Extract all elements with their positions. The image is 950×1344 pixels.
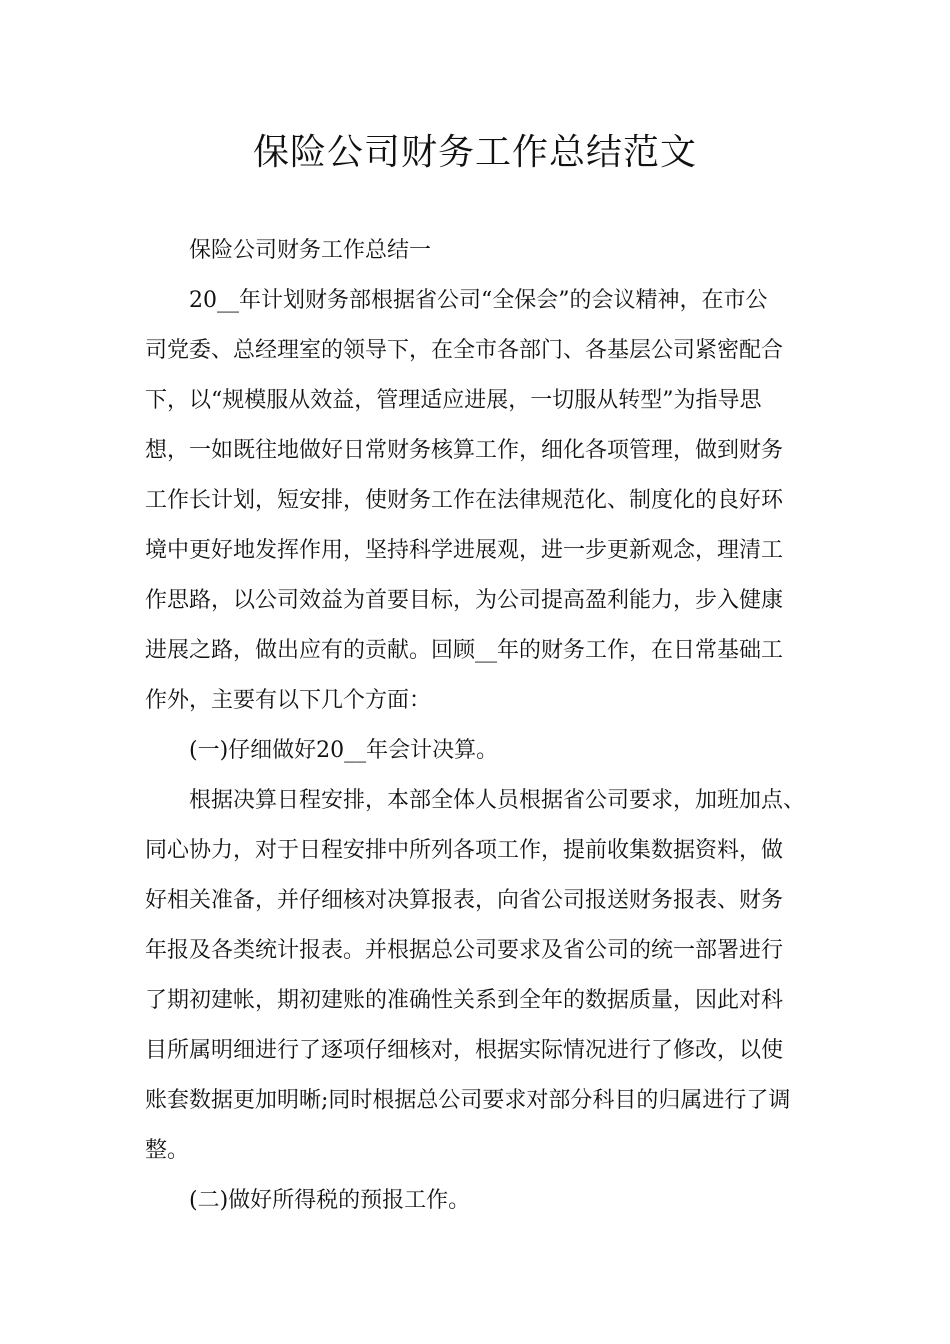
- text-line: 整。: [145, 1138, 190, 1163]
- text-line: 年报及各类统计报表。并根据总公司要求及省公司的统一部署进行: [145, 938, 784, 963]
- text-line: 境中更好地发挥作用，坚持科学进展观，进一步更新观念，理清工: [145, 538, 784, 563]
- text-line: (二)做好所得税的预报工作。: [189, 1188, 471, 1213]
- body-paragraph: [145, 776, 810, 1176]
- text-line: 账套数据更加明晰;同时根据总公司要求对部分科目的归属进行了调: [145, 1088, 791, 1113]
- section-heading: [145, 226, 810, 276]
- text-line: 目所属明细进行了逐项仔细核对，根据实际情况进行了修改，以使: [145, 1038, 784, 1063]
- text-line: 想，一如既往地做好日常财务核算工作，细化各项管理，做到财务: [145, 438, 784, 463]
- text-line: (一)仔细做好20__年会计决算。: [189, 738, 499, 763]
- text-line: 了期初建帐，期初建账的准确性关系到全年的数据质量，因此对科: [145, 988, 784, 1013]
- text-line: 作思路，以公司效益为首要目标，为公司提高盈利能力，步入健康: [145, 588, 784, 613]
- section-heading: [145, 1176, 810, 1226]
- text-line: 同心协力，对于日程安排中所列各项工作，提前收集数据资料，做: [145, 838, 784, 863]
- text-line: 根据决算日程安排，本部全体人员根据省公司要求，加班加点、: [189, 788, 806, 813]
- text-line: 司党委、总经理室的领导下，在全市各部门、各基层公司紧密配合: [145, 338, 784, 363]
- text-line: 下，以“规模服从效益，管理适应进展，一切服从转型”为指导思: [145, 388, 762, 413]
- text-line: 好相关准备，并仔细核对决算报表，向省公司报送财务报表、财务: [145, 888, 784, 913]
- document-body: [145, 226, 810, 1226]
- section-heading: [145, 726, 810, 776]
- text-line: 作外，主要有以下几个方面：: [145, 688, 432, 713]
- text-line: 进展之路，做出应有的贡献。回顾__年的财务工作，在日常基础工: [145, 638, 784, 663]
- text-line: 20__年计划财务部根据省公司“全保会”的会议精神，在市公: [189, 288, 768, 313]
- document-title: 保险公司财务工作总结范文: [252, 132, 697, 173]
- text-line: 工作长计划，短安排，使财务工作在法律规范化、制度化的良好环: [145, 488, 784, 513]
- text-line: 保险公司财务工作总结一: [189, 238, 432, 263]
- body-paragraph: [145, 276, 810, 726]
